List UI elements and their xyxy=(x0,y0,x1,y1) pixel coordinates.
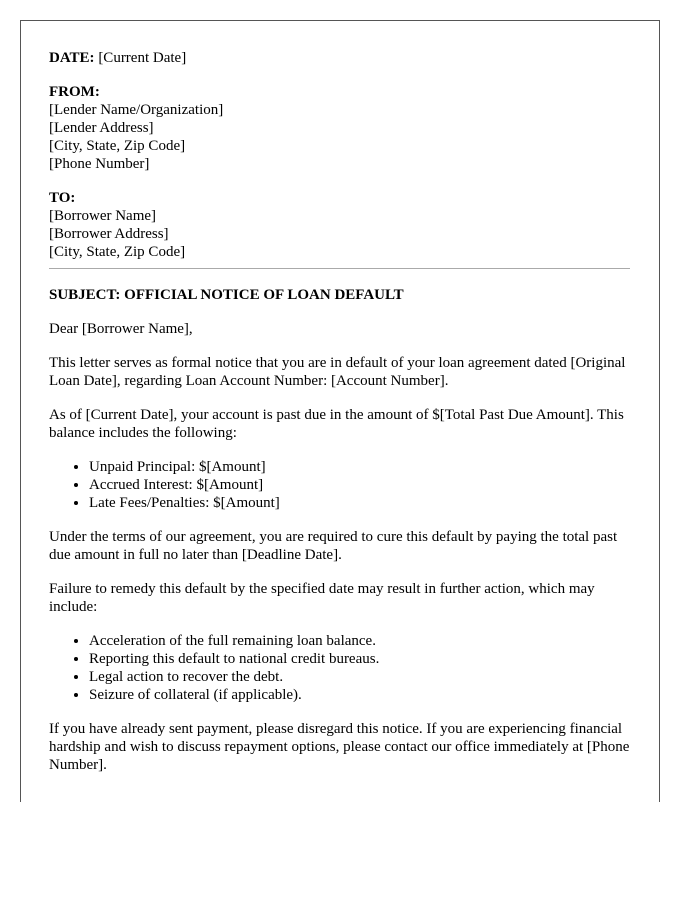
from-line-phone: [Phone Number] xyxy=(49,156,150,172)
paragraph-past-due: As of [Current Date], your account is past due in the amount of $[Total Past Due Amount]. This balance includes the following: xyxy=(49,407,624,441)
date-value: [Current Date] xyxy=(98,50,187,66)
date-label: DATE: xyxy=(49,50,95,66)
from-line-lender-address: [Lender Address] xyxy=(49,120,154,136)
from-line-lender-name: [Lender Name/Organization] xyxy=(49,102,224,118)
to-line-borrower-name: [Borrower Name] xyxy=(49,208,157,224)
from-label: FROM: xyxy=(49,84,100,100)
actions-list xyxy=(49,632,630,704)
to-line-city-state-zip: [City, State, Zip Code] xyxy=(49,244,186,260)
list-item: • Late Fees/Penalties: $[Amount] xyxy=(89,494,630,512)
subject-line: SUBJECT: OFFICIAL NOTICE OF LOAN DEFAULT xyxy=(49,287,404,303)
paragraph-cure-terms: Under the terms of our agreement, you are required to cure this default by paying the total past due amount in full no later than [Deadline Date]. xyxy=(49,529,618,563)
paragraph-notice: This letter serves as formal notice that you are in default of your loan agreement dated [Original Loan Date], regarding Loan Account Number: [Account Number]. xyxy=(49,355,626,389)
date-section xyxy=(49,49,630,67)
salutation: Dear [Borrower Name], xyxy=(49,321,193,337)
to-line-borrower-address: [Borrower Address] xyxy=(49,226,169,242)
list-item: • Reporting this default to national credit bureaus. xyxy=(89,650,630,668)
paragraph-closing: If you have already sent payment, please disregard this notice. If you are experiencing financial hardship and wish to discuss repayment options, please contact our office immediately at [Phone Number]. xyxy=(49,721,630,773)
letter-document xyxy=(20,20,660,802)
section-divider xyxy=(49,268,630,269)
to-label: TO: xyxy=(49,190,76,206)
list-item: • Seizure of collateral (if applicable). xyxy=(89,686,630,704)
list-item: • Legal action to recover the debt. xyxy=(89,668,630,686)
to-section xyxy=(49,189,630,261)
list-item: • Unpaid Principal: $[Amount] xyxy=(89,458,630,476)
list-item: • Accrued Interest: $[Amount] xyxy=(89,476,630,494)
from-line-city-state-zip: [City, State, Zip Code] xyxy=(49,138,186,154)
list-item: • Acceleration of the full remaining loan balance. xyxy=(89,632,630,650)
balance-list xyxy=(49,458,630,512)
from-section xyxy=(49,83,630,173)
paragraph-consequences: Failure to remedy this default by the specified date may result in further action, which may include: xyxy=(49,581,595,615)
